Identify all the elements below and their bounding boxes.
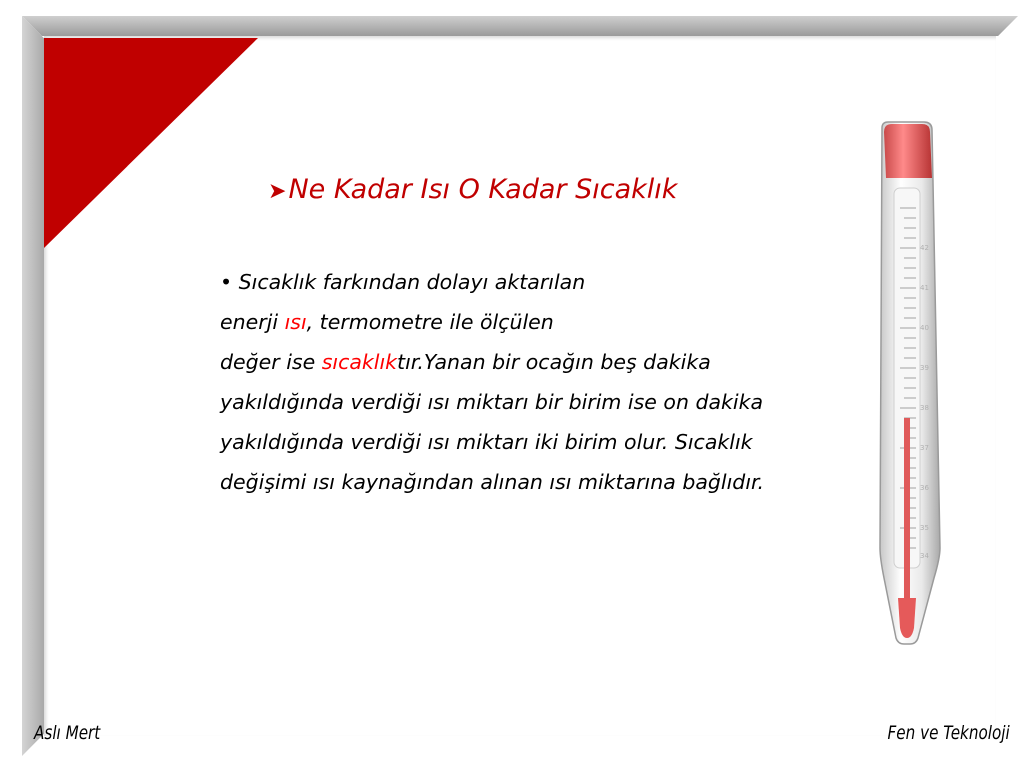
scale-label-41: 41	[920, 284, 929, 292]
scale-label-38: 38	[920, 404, 929, 412]
highlight-sicaklik: sıcaklık	[321, 350, 398, 374]
frame-left-border	[22, 16, 44, 756]
scale-label-34: 34	[920, 552, 929, 560]
paragraph-text-3: , termometre ile ölçülen	[306, 310, 554, 334]
slide-title-text: Ne Kadar Isı O Kadar Sıcaklık	[288, 174, 678, 205]
paragraph-text-1: Sıcaklık farkından dolayı aktarılan	[238, 270, 586, 294]
paragraph-text-4: değer ise	[220, 350, 322, 374]
scale-label-37: 37	[920, 444, 929, 452]
scale-label-42: 42	[920, 244, 929, 252]
scale-label-35: 35	[920, 524, 929, 532]
highlight-isi: ısı	[284, 310, 307, 334]
paragraph-text-2: enerji	[220, 310, 285, 334]
paragraph-text-5: tır.Yanan bir ocağın beş dakika yakıldığında verdiği ısı miktarı bir birim ise on dakika yakıldığında verdiği ısı miktarı iki birim olur. Sıcaklık değişimi ısı kaynağından alınan ısı miktarına bağlıdır.	[220, 350, 765, 494]
arrowhead-bullet-icon: ➤	[268, 179, 287, 204]
scale-label-36: 36	[920, 484, 929, 492]
thermometer-icon	[860, 118, 952, 646]
footer-author: Aslı Mert	[34, 722, 101, 744]
scale-label-40: 40	[920, 324, 929, 332]
footer-subject: Fen ve Teknoloji	[887, 722, 1010, 744]
frame-top-border	[22, 16, 1018, 36]
slide-title	[268, 174, 808, 205]
body-paragraph	[220, 262, 810, 502]
scale-label-39: 39	[920, 364, 929, 372]
dot-bullet-icon: •	[220, 270, 239, 294]
